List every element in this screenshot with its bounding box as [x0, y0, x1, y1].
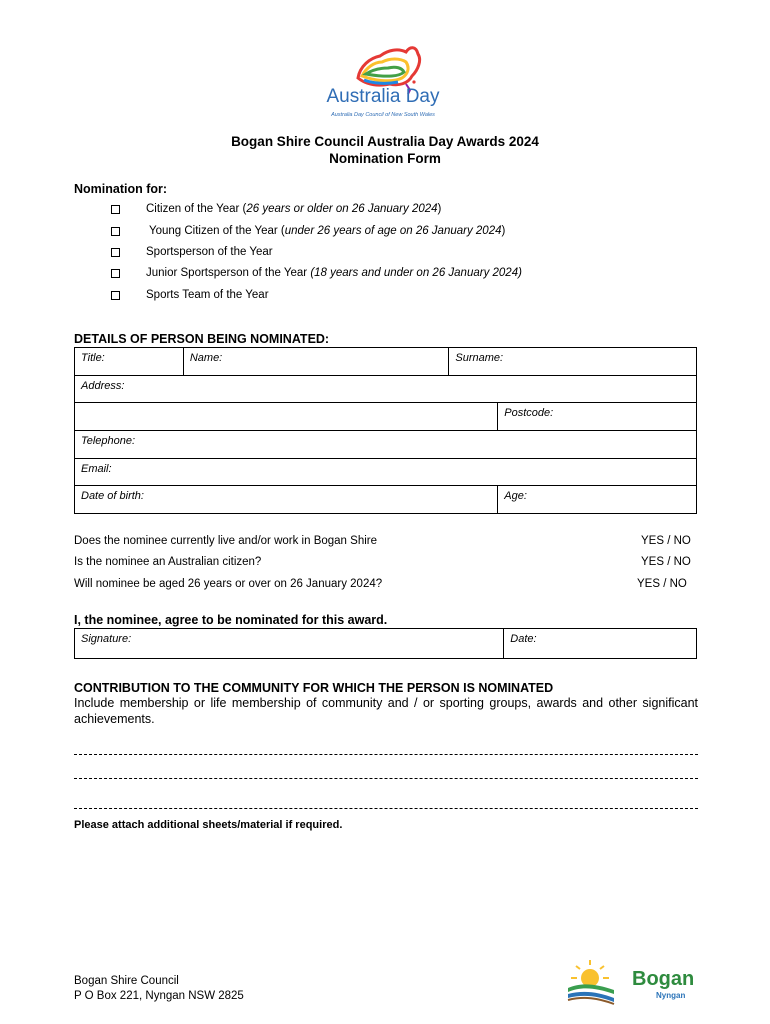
details-table-3 — [74, 430, 697, 486]
option-sportsperson: Sportsperson of the Year — [146, 246, 273, 258]
checkbox-citizen[interactable] — [111, 205, 120, 214]
question-age: Will nominee be aged 26 years or over on 26 January 2024? — [74, 578, 383, 590]
attach-note: Please attach additional sheets/material if required. — [74, 819, 343, 831]
answer-line-1[interactable] — [74, 754, 698, 755]
age-field[interactable]: Age: — [498, 486, 697, 514]
australia-day-logo-subtitle: Australia Day Council of New South Wales — [331, 112, 435, 118]
answer-age[interactable]: YES / NO — [637, 578, 687, 590]
bogan-logo-subtext: Nyngan — [656, 991, 686, 1000]
form-title: Bogan Shire Council Australia Day Awards 2024 — [231, 134, 539, 149]
surname-field[interactable]: Surname: — [449, 348, 697, 376]
postcode-field[interactable]: Postcode: — [498, 403, 697, 431]
checkbox-young-citizen[interactable] — [111, 227, 120, 236]
address-line-2[interactable] — [75, 403, 498, 431]
checkbox-sports-team[interactable] — [111, 291, 120, 300]
option-junior-sportsperson: Junior Sportsperson of the Year (18 years and under on 26 January 2024) — [146, 267, 522, 279]
contribution-heading: CONTRIBUTION TO THE COMMUNITY FOR WHICH THE PERSON IS NOMINATED — [74, 681, 554, 695]
contribution-description: Include membership or life membership of community and / or sporting groups, awards and other significant achievements. — [74, 696, 698, 726]
checkbox-junior-sportsperson[interactable] — [111, 269, 120, 278]
date-field[interactable]: Date: — [504, 629, 697, 659]
telephone-field[interactable]: Telephone: — [75, 431, 697, 459]
details-table-4 — [74, 485, 697, 514]
answer-line-2[interactable] — [74, 778, 698, 779]
details-heading: DETAILS OF PERSON BEING NOMINATED: — [74, 332, 330, 346]
form-subtitle: Nomination Form — [329, 151, 441, 166]
option-young-citizen: Young Citizen of the Year (under 26 years of age on 26 January 2024) — [146, 225, 506, 237]
signature-table — [74, 628, 697, 659]
australia-day-logo-text: Australia Day — [326, 86, 440, 107]
footer-council: Bogan Shire Council — [74, 975, 179, 987]
checkbox-sportsperson[interactable] — [111, 248, 120, 257]
details-table-2 — [74, 402, 697, 431]
option-citizen: Citizen of the Year (26 years or older on 26 January 2024) — [146, 203, 442, 215]
option-sports-team: Sports Team of the Year — [146, 289, 269, 301]
answer-citizen[interactable]: YES / NO — [641, 556, 691, 568]
address-field[interactable]: Address: — [75, 376, 697, 403]
footer-address: P O Box 221, Nyngan NSW 2825 — [74, 990, 244, 1002]
agree-heading: I, the nominee, agree to be nominated for this award. — [74, 613, 388, 627]
email-field[interactable]: Email: — [75, 459, 697, 486]
name-field[interactable]: Name: — [183, 348, 449, 376]
signature-field[interactable]: Signature: — [75, 629, 504, 659]
answer-line-3[interactable] — [74, 808, 698, 809]
question-citizen: Is the nominee an Australian citizen? — [74, 556, 262, 568]
title-field[interactable]: Title: — [75, 348, 184, 376]
details-table — [74, 347, 697, 403]
dob-field[interactable]: Date of birth: — [75, 486, 498, 514]
question-bogan-shire: Does the nominee currently live and/or work in Bogan Shire — [74, 535, 377, 547]
answer-bogan-shire[interactable]: YES / NO — [641, 535, 691, 547]
nomination-label: Nomination for: — [74, 182, 168, 196]
bogan-logo-text: Bogan — [632, 968, 695, 990]
